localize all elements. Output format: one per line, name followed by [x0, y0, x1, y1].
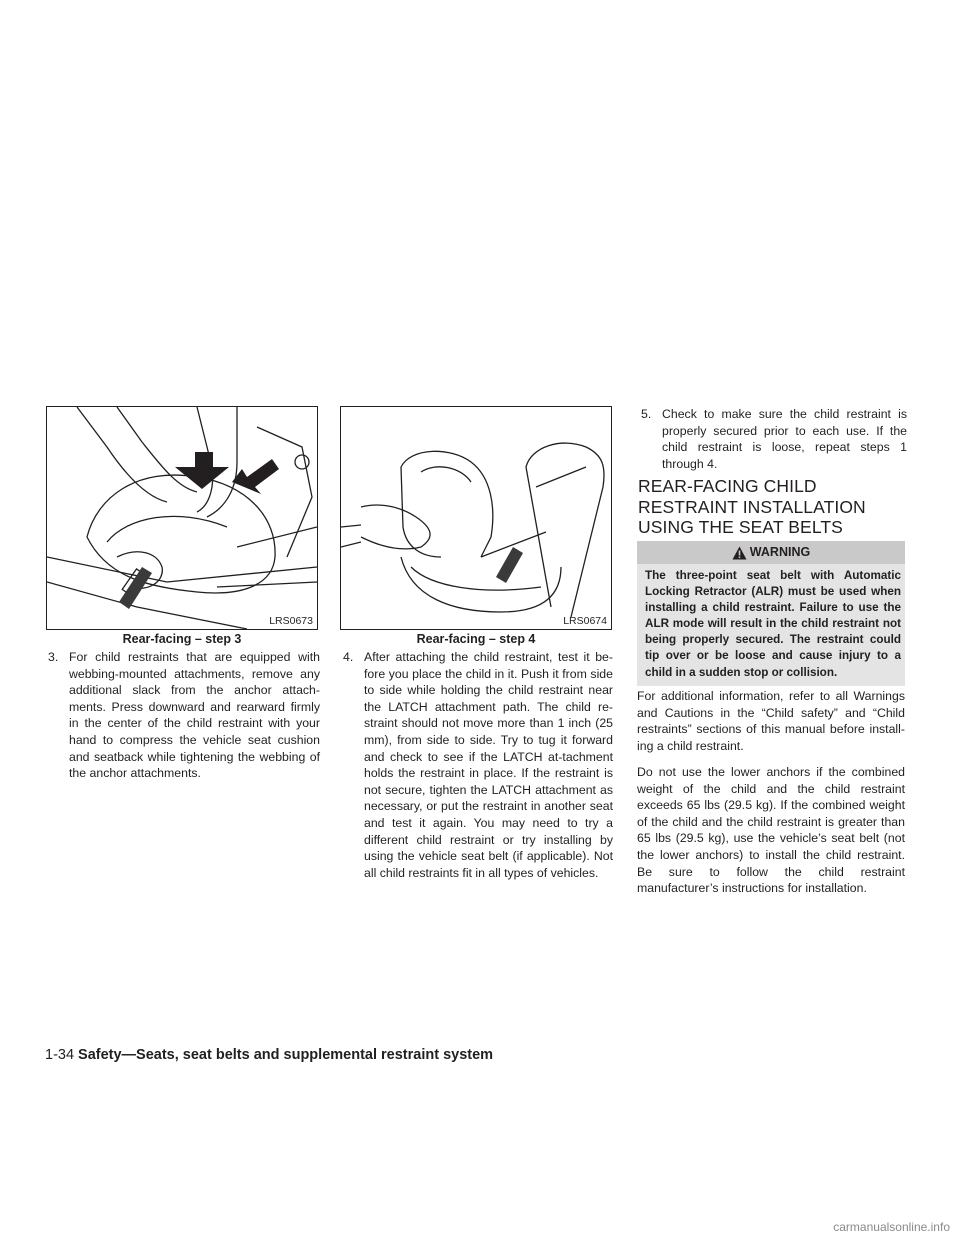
figure-caption: Rear-facing – step 3: [122, 632, 242, 646]
warning-header: [637, 541, 905, 564]
step-5: [641, 406, 907, 472]
page-number: 1-34: [45, 1047, 75, 1063]
step-3: [48, 649, 320, 782]
page-footer: [45, 1047, 493, 1063]
step-text: For child restraints that are equipped with webbing-mounted attachments, remove any additional slack from the anchor attach-ments. Press downward and rearward firmly in the center of the child restraint with your hand to compress the vehicle seat cushion and seatback while tightening the webbing of the anchor attachments.: [69, 650, 320, 781]
figure-rear-facing-step-4: [340, 406, 612, 630]
rear-facing-step3-illustration: [47, 407, 317, 629]
figure-rear-facing-step-3: [46, 406, 318, 630]
warning-label: WARNING: [749, 545, 811, 559]
figure-code: LRS0673: [269, 615, 313, 627]
figure-code: LRS0674: [563, 615, 607, 627]
step-number: 5.: [641, 407, 652, 421]
warning-text: The three-point seat belt with Automatic Locking Retractor (ALR) must be used when installing a child restraint. Failure to use the ALR mode will result in the child restraint not being properly secured. The restraint could tip over or be loose and cause injury to a child in a sudden stop or collision.: [637, 564, 905, 686]
rear-facing-step4-illustration: [341, 407, 611, 629]
warning-triangle-icon: [732, 546, 747, 560]
watermark: carmanualsonline.info: [833, 1220, 950, 1234]
step-text: After attaching the child restraint, test it be-fore you place the child in it. Push it from side to side while holding the child restraint near the LATCH attachment path. The child re-straint should not move more than 1 inch (25 mm), from side to side. Try to tug it forward and check to see if the LATCH at-tachment holds the restraint in place. If the restraint is not secure, tighten the LATCH attachment as necessary, or put the restraint in another seat and test it again. You may need to try a different child restraint or try installing by using the vehicle seat belt (if applicable). Not all child restraints fit in all types of vehicles.: [364, 650, 613, 880]
body-paragraph: For additional information, refer to all Warnings and Cautions in the “Child safety” and “Child restraints” sections of this manual before install-ing a child restraint.: [637, 689, 905, 753]
section-heading: REAR-FACING CHILD RESTRAINT INSTALLATION USING THE SEAT BELTS: [638, 476, 866, 537]
step-number: 3.: [48, 650, 59, 664]
step-number: 4.: [343, 650, 354, 664]
step-text: Check to make sure the child restraint is properly secured prior to each use. If the child restraint is loose, repeat steps 1 through 4.: [662, 407, 907, 471]
body-paragraph: Do not use the lower anchors if the combined weight of the child and the child restraint exceeds 65 lbs (29.5 kg). If the combined weight of the child and the child restraint is greater than 65 lbs (29.5 kg), use the vehicle’s seat belt (not the lower anchors) to install the child restraint. Be sure to follow the child restraint manufacturer’s instructions for installation.: [637, 765, 905, 896]
footer-section-title: Safety—Seats, seat belts and supplemental restraint system: [78, 1047, 494, 1063]
figure-caption: Rear-facing – step 4: [416, 632, 536, 646]
step-4: [343, 649, 613, 881]
